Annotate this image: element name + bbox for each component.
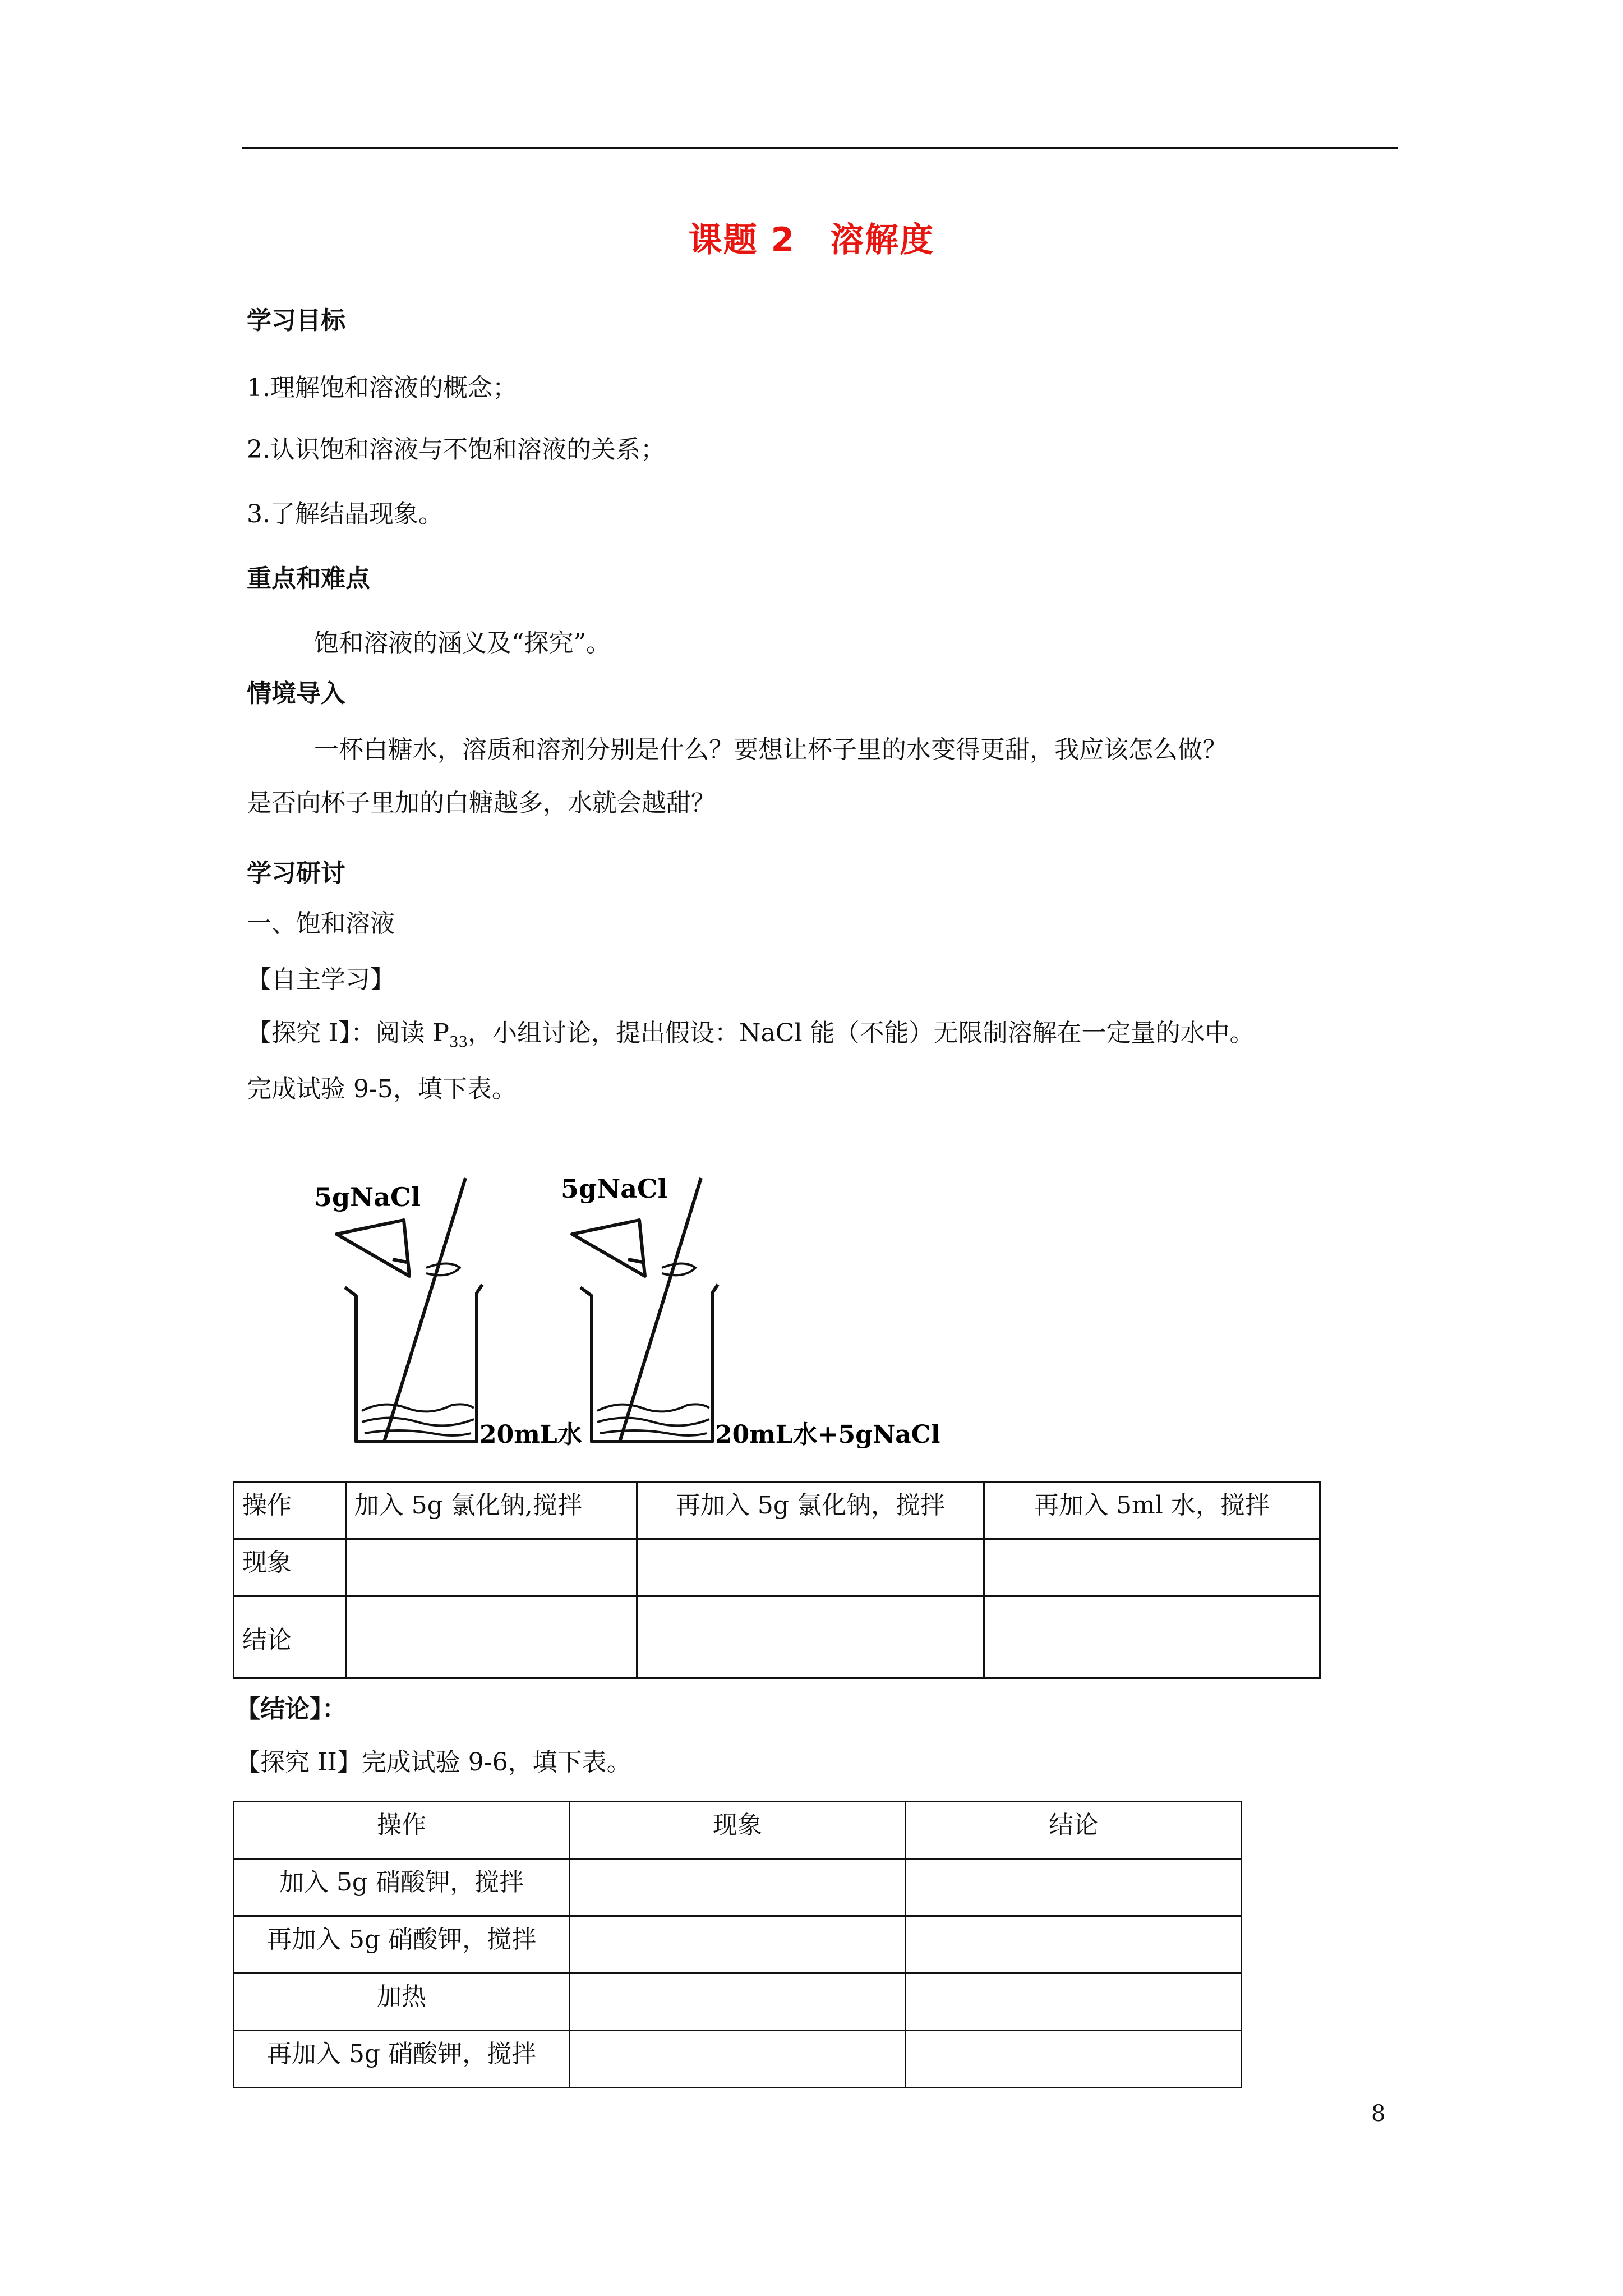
table-cell: 现象 bbox=[234, 1539, 346, 1596]
table-cell bbox=[570, 2031, 906, 2088]
intro-text-line2: 是否向杯子里加的白糖越多，水就会越甜？ bbox=[247, 789, 716, 817]
key-text: 饱和溶液的涵义及“探究”。 bbox=[314, 629, 611, 657]
header-rule bbox=[242, 147, 1398, 149]
table-header-cell: 结论 bbox=[906, 1802, 1242, 1859]
beaker-icon bbox=[580, 1285, 718, 1442]
experiment-table-1 bbox=[233, 1481, 1321, 1679]
beaker-figure bbox=[292, 1156, 965, 1458]
table-cell: 再加入 5g 氯化钠，搅拌 bbox=[637, 1482, 984, 1539]
table-cell bbox=[345, 1596, 637, 1678]
table-cell bbox=[570, 1859, 906, 1916]
table-cell bbox=[570, 1973, 906, 2031]
explore2-text: 【探究 II】完成试验 9-6，填下表。 bbox=[236, 1748, 631, 1777]
explore1-text: 【探究 I】：阅读 $P_{33}$，小组讨论，提出假设：NaCl 能（不能）无限制溶解在一定量的水中。 bbox=[247, 1019, 1255, 1051]
right-beaker-caption: 20mL水+5gNaCl bbox=[715, 1420, 940, 1449]
left-salt-label: 5gNaCl bbox=[314, 1182, 421, 1212]
table-cell bbox=[984, 1596, 1320, 1678]
part1-heading: 一、饱和溶液 bbox=[247, 909, 395, 938]
study-heading: 学习研讨 bbox=[247, 859, 345, 887]
stir-rod-icon bbox=[384, 1178, 465, 1442]
table-cell bbox=[570, 1916, 906, 1973]
goal-item: 1.理解饱和溶液的概念； bbox=[247, 374, 517, 402]
table-cell bbox=[906, 1916, 1242, 1973]
table-cell: 加入 5g 氯化钠,搅拌 bbox=[345, 1482, 637, 1539]
table-row bbox=[234, 1916, 1242, 1973]
left-beaker-caption: 20mL水 bbox=[479, 1420, 582, 1449]
table-cell bbox=[906, 1973, 1242, 2031]
table-header-cell: 现象 bbox=[570, 1802, 906, 1859]
table-row bbox=[234, 1802, 1242, 1859]
experiment-table-2 bbox=[233, 1801, 1242, 2088]
page-number: 8 bbox=[1371, 2101, 1386, 2127]
table-cell: 操作 bbox=[234, 1482, 346, 1539]
table-cell bbox=[345, 1539, 637, 1596]
table-cell: 再加入 5ml 水，搅拌 bbox=[984, 1482, 1320, 1539]
table-cell: 加入 5g 硝酸钾，搅拌 bbox=[234, 1859, 570, 1916]
conclusion-label: 【结论】： bbox=[236, 1695, 347, 1723]
table-row bbox=[234, 1596, 1320, 1678]
paper-icon bbox=[336, 1220, 409, 1276]
table-row bbox=[234, 1859, 1242, 1916]
stir-rod-icon bbox=[620, 1178, 701, 1442]
page-title: 课题 2 溶解度 bbox=[688, 220, 935, 260]
table-cell: 再加入 5g 硝酸钾，搅拌 bbox=[234, 2031, 570, 2088]
key-heading: 重点和难点 bbox=[247, 564, 370, 593]
table-cell: 再加入 5g 硝酸钾，搅拌 bbox=[234, 1916, 570, 1973]
goal-item: 2.认识饱和溶液与不饱和溶液的关系； bbox=[247, 435, 665, 464]
self-study-label: 【自主学习】 bbox=[247, 965, 395, 994]
table-row bbox=[234, 2031, 1242, 2088]
explore1-line2: 完成试验 9-5，填下表。 bbox=[247, 1075, 517, 1103]
table-row bbox=[234, 1973, 1242, 2031]
table-row bbox=[234, 1482, 1320, 1539]
goal-item: 3.了解结晶现象。 bbox=[247, 500, 443, 528]
paper-icon bbox=[572, 1220, 645, 1276]
table-cell bbox=[906, 1859, 1242, 1916]
intro-text-line1: 一杯白糖水，溶质和溶剂分别是什么？要想让杯子里的水变得更甜，我应该怎么做？ bbox=[314, 735, 1227, 764]
intro-heading: 情境导入 bbox=[247, 679, 345, 708]
table-cell: 结论 bbox=[234, 1596, 346, 1678]
table-cell bbox=[637, 1539, 984, 1596]
goals-heading: 学习目标 bbox=[247, 306, 345, 335]
right-salt-label: 5gNaCl bbox=[561, 1174, 668, 1204]
table-cell bbox=[637, 1596, 984, 1678]
table-row bbox=[234, 1539, 1320, 1596]
table-cell bbox=[906, 2031, 1242, 2088]
table-cell: 加热 bbox=[234, 1973, 570, 2031]
table-cell bbox=[984, 1539, 1320, 1596]
table-header-cell: 操作 bbox=[234, 1802, 570, 1859]
beaker-icon bbox=[345, 1285, 482, 1442]
